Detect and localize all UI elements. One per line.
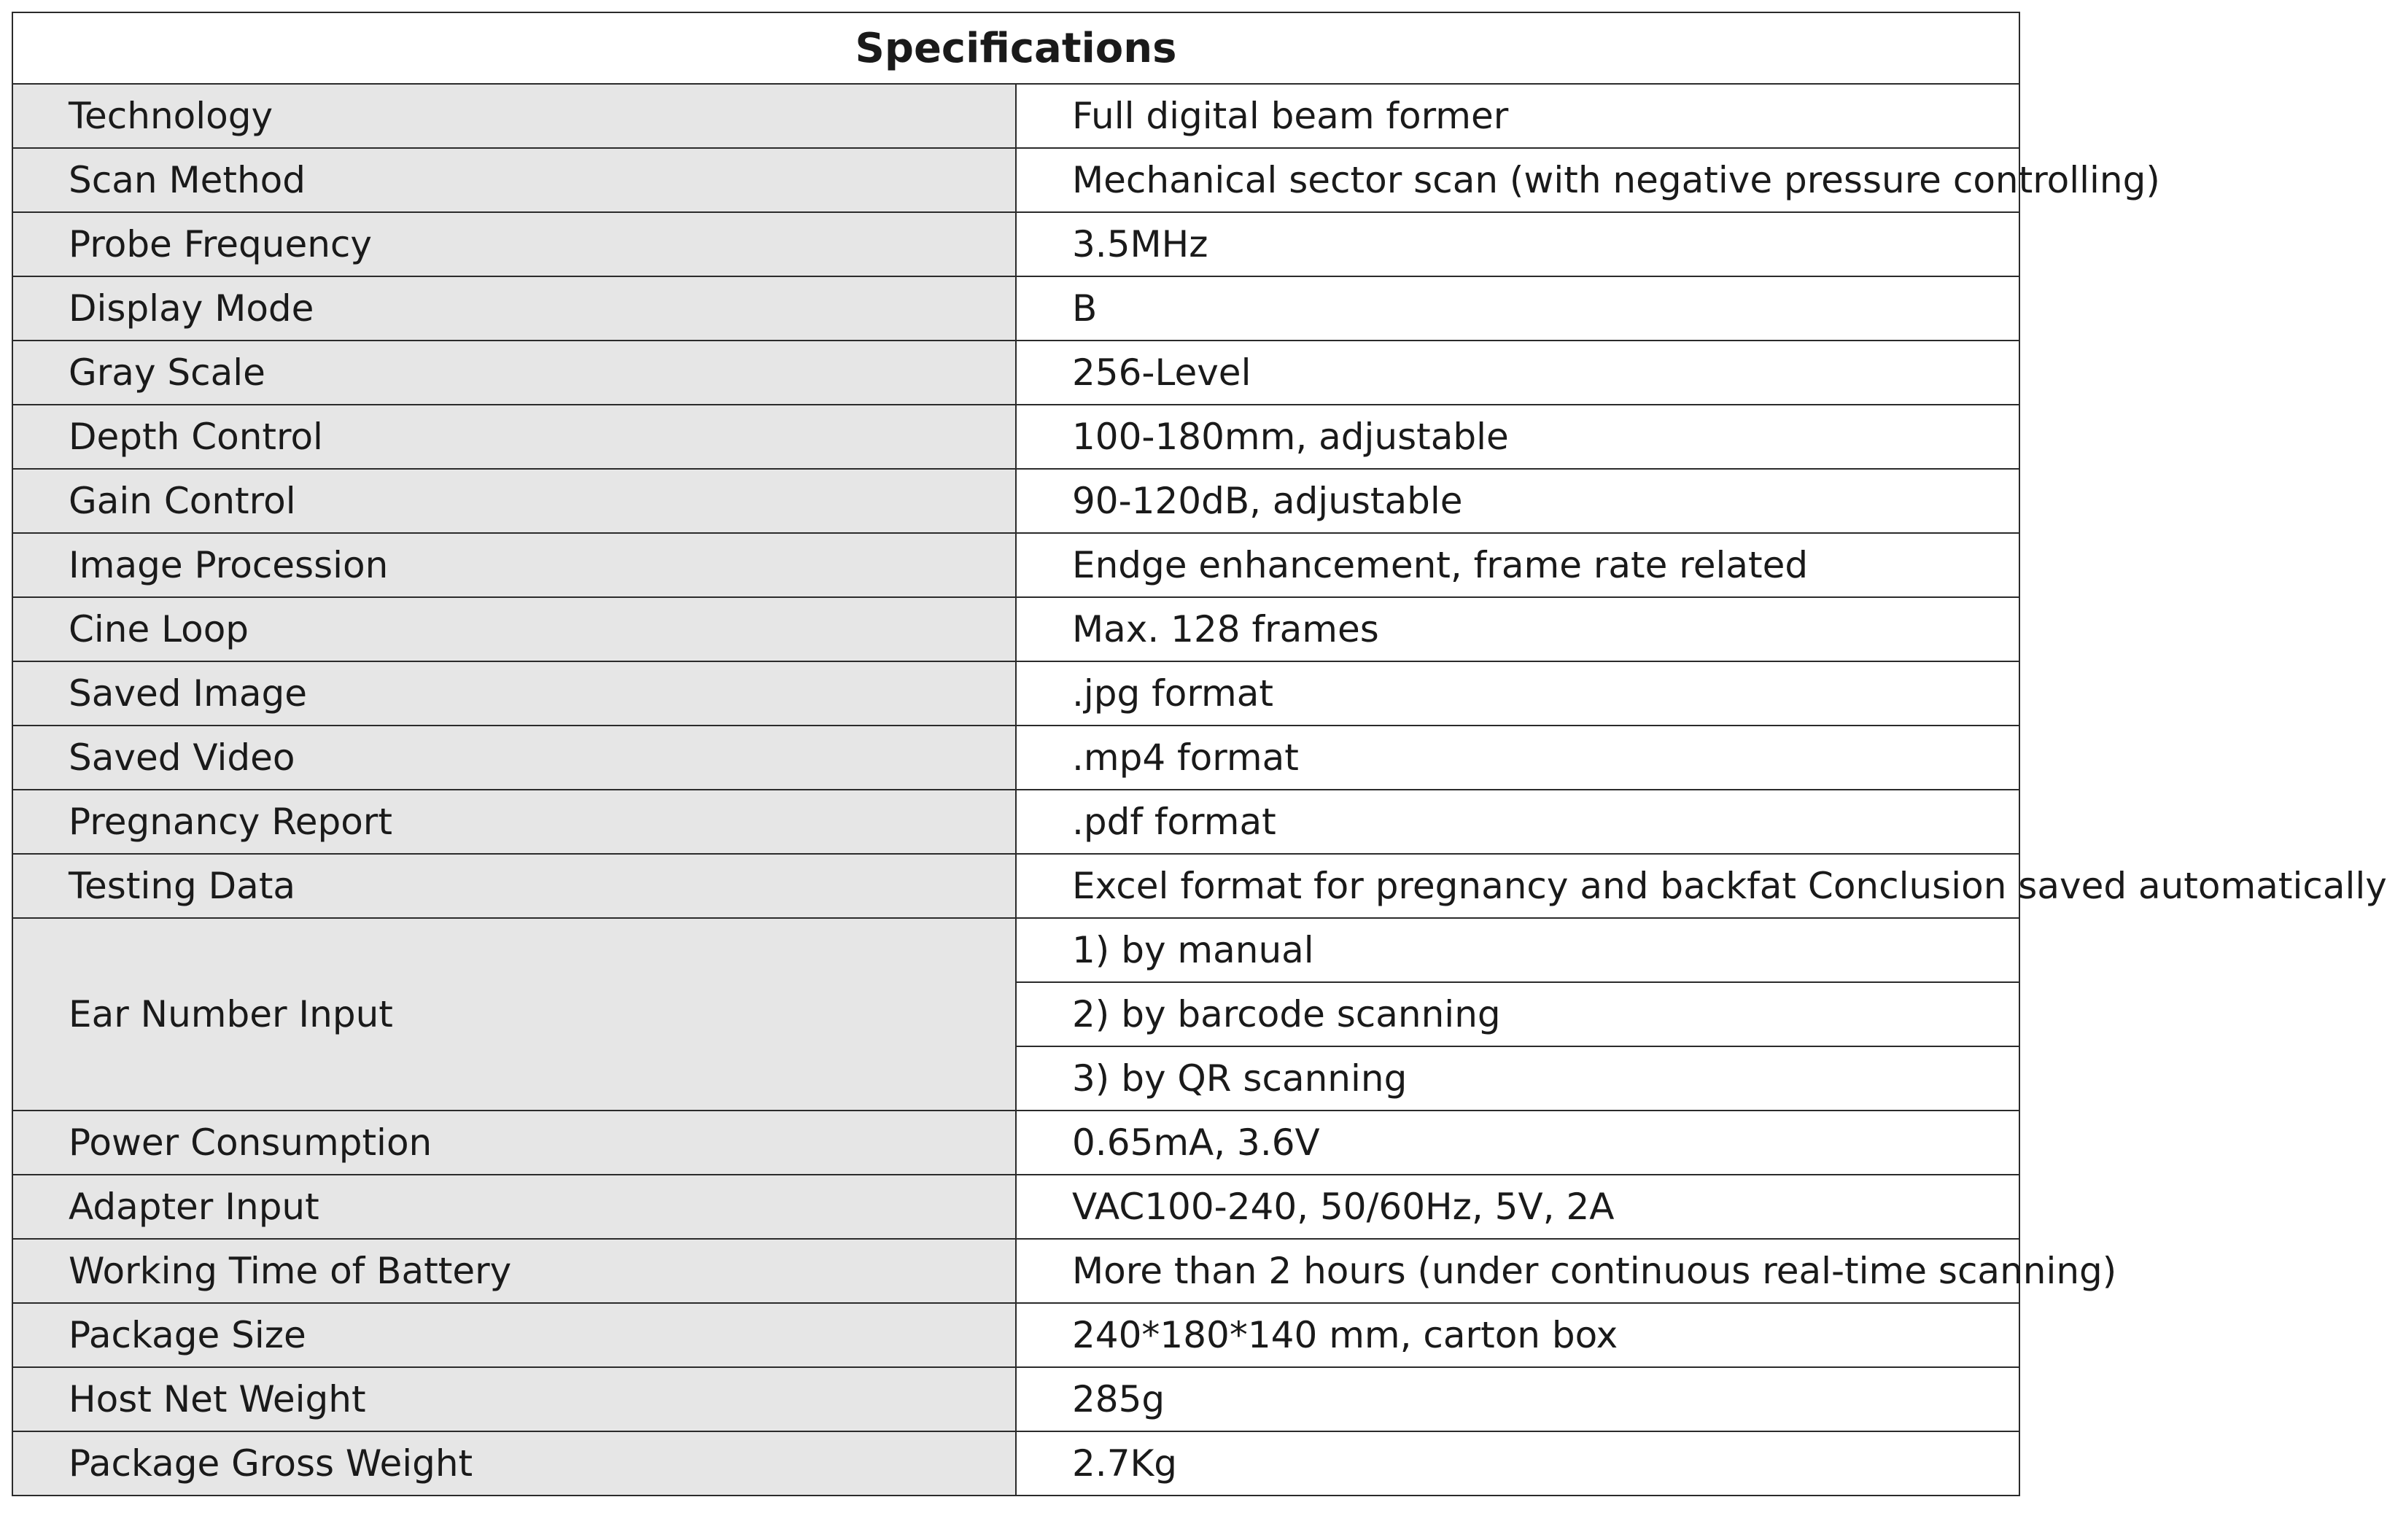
spec-value: Mechanical sector scan (with negative pressure controlling) — [1016, 148, 2019, 212]
spec-label: Host Net Weight — [12, 1367, 1016, 1431]
spec-value: 240*180*140 mm, carton box — [1016, 1303, 2019, 1367]
table-row — [12, 1367, 2019, 1431]
spec-value: 3.5MHz — [1016, 212, 2019, 276]
spec-value: B — [1016, 276, 2019, 341]
table-row — [12, 790, 2019, 854]
spec-value: .mp4 format — [1016, 726, 2019, 790]
spec-value: 2.7Kg — [1016, 1431, 2019, 1496]
table-row — [12, 148, 2019, 212]
spec-label: Display Mode — [12, 276, 1016, 341]
spec-value: .jpg format — [1016, 661, 2019, 726]
specifications-table — [12, 12, 2387, 1496]
spec-value: Endge enhancement, frame rate related — [1016, 533, 2019, 597]
spec-label: Depth Control — [12, 405, 1016, 469]
table-row — [12, 661, 2019, 726]
ear-number-option: 1) by manual — [1016, 918, 2019, 982]
table-row — [12, 918, 2019, 982]
spec-label: Power Consumption — [12, 1111, 1016, 1175]
table-row — [12, 212, 2019, 276]
spec-label: Saved Video — [12, 726, 1016, 790]
spec-label: Package Gross Weight — [12, 1431, 1016, 1496]
table-row — [12, 533, 2019, 597]
spec-label: Package Size — [12, 1303, 1016, 1367]
table-row — [12, 84, 2019, 148]
table-title: Specifications — [12, 12, 2019, 84]
spec-value: Full digital beam former — [1016, 84, 2019, 148]
table-row — [12, 1111, 2019, 1175]
spec-value: 256-Level — [1016, 341, 2019, 405]
spec-value: 0.65mA, 3.6V — [1016, 1111, 2019, 1175]
spec-sheet — [12, 12, 2387, 1496]
table-title-row — [12, 12, 2019, 84]
table-row — [12, 1303, 2019, 1367]
spec-label: Cine Loop — [12, 597, 1016, 661]
spec-label: Saved Image — [12, 661, 1016, 726]
spec-label: Scan Method — [12, 148, 1016, 212]
table-row — [12, 1431, 2019, 1496]
table-row — [12, 405, 2019, 469]
spec-label: Technology — [12, 84, 1016, 148]
ear-number-label: Ear Number Input — [12, 918, 1016, 1111]
table-row — [12, 597, 2019, 661]
spec-value: 285g — [1016, 1367, 2019, 1431]
table-row — [12, 854, 2019, 918]
spec-value: More than 2 hours (under continuous real-time scanning) — [1016, 1239, 2019, 1303]
table-row — [12, 341, 2019, 405]
spec-value: 100-180mm, adjustable — [1016, 405, 2019, 469]
spec-label: Working Time of Battery — [12, 1239, 1016, 1303]
spec-label: Probe Frequency — [12, 212, 1016, 276]
spec-value: VAC100-240, 50/60Hz, 5V, 2A — [1016, 1175, 2019, 1239]
spec-label: Pregnancy Report — [12, 790, 1016, 854]
ear-number-option: 2) by barcode scanning — [1016, 982, 2019, 1046]
ear-number-option: 3) by QR scanning — [1016, 1046, 2019, 1111]
spec-value: Excel format for pregnancy and backfat Conclusion saved automatically — [1016, 854, 2019, 918]
spec-label: Testing Data — [12, 854, 1016, 918]
spec-value: .pdf format — [1016, 790, 2019, 854]
table-row — [12, 469, 2019, 533]
table-row — [12, 1239, 2019, 1303]
spec-value: 90-120dB, adjustable — [1016, 469, 2019, 533]
spec-label: Image Procession — [12, 533, 1016, 597]
table-row — [12, 276, 2019, 341]
spec-label: Gray Scale — [12, 341, 1016, 405]
table-row — [12, 726, 2019, 790]
table-row — [12, 1175, 2019, 1239]
spec-label: Adapter Input — [12, 1175, 1016, 1239]
spec-value: Max. 128 frames — [1016, 597, 2019, 661]
spec-label: Gain Control — [12, 469, 1016, 533]
